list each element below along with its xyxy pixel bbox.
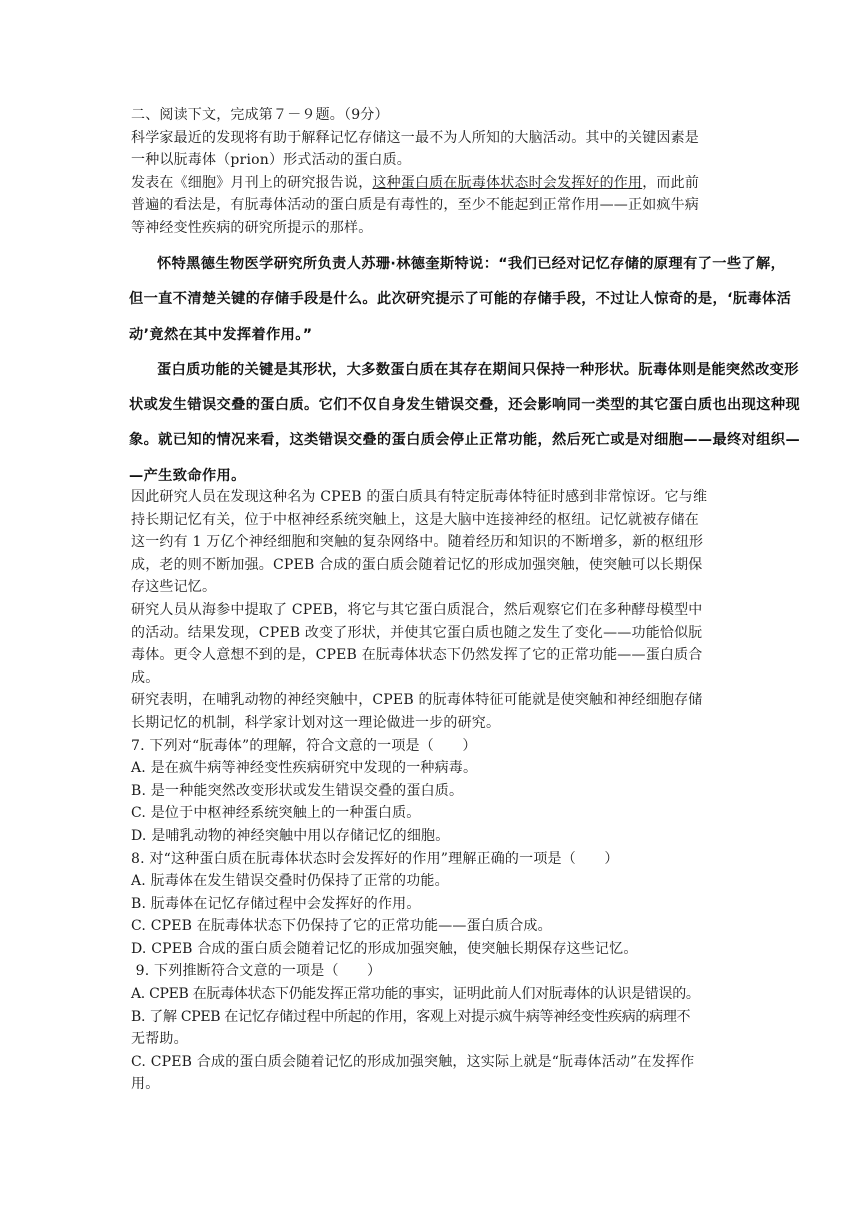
report-line	[131, 172, 743, 195]
body-line: 毒体。更令人意想不到的是，CPEB 在朊毒体状态下仍然发挥了它的正常功能——蛋白质合	[131, 647, 703, 664]
scan-line: 象。就已知的情况来看，这类错误交叠的蛋白质会停止正常功能，然后死亡或是对细胞——最终对组织—	[129, 432, 801, 449]
question-7-stem: 7. 下列对“朊毒体”的理解，符合文意的一项是（ ）	[131, 737, 477, 754]
body-line: 成。	[131, 669, 160, 686]
body-line: 研究人员从海参中提取了 CPEB，将它与其它蛋白质混合，然后观察它们在多种酵母模型中	[131, 601, 703, 618]
report-line: 等神经变性疾病的研究所提示的那样。	[131, 219, 373, 236]
question-9-option-b: B. 了解 CPEB 在记忆存储过程中所起的作用，客观上对提示疯牛病等神经变性疾病的病理不	[131, 1008, 691, 1025]
question-9-option-c: C. CPEB 合成的蛋白质会随着记忆的形成加强突触，这实际上就是“朊毒体活动”在发挥作	[131, 1053, 695, 1070]
scan-line: —产生致命作用。	[129, 467, 246, 484]
scan-line: 蛋白质功能的关键是其形状，大多数蛋白质在其存在期间只保持一种形状。朊毒体则是能突然改变形	[157, 361, 799, 378]
body-line: 研究表明，在哺乳动物的神经突触中，CPEB 的朊毒体特征可能就是使突触和神经细胞存储	[131, 692, 703, 709]
body-line: 的活动。结果发现，CPEB 改变了形状，并使其它蛋白质也随之发生了变化——功能恰似朊	[131, 624, 703, 641]
question-8-option-d: D. CPEB 合成的蛋白质会随着记忆的形成加强突触，使突触长期保存这些记忆。	[131, 940, 638, 957]
question-8-option-c: C. CPEB 在朊毒体状态下仍保持了它的正常功能——蛋白质合成。	[131, 918, 552, 935]
question-9-stem: 9. 下列推断符合文意的一项是（ ）	[131, 963, 382, 980]
scan-line: 但一直不清楚关键的存储手段是什么。此次研究提示了可能的存储手段，不过让人惊奇的是，‘朊毒体活	[129, 291, 792, 308]
scan-line: 动’竟然在其中发挥着作用。”	[129, 326, 313, 343]
report-line: 普遍的看法是，有朊毒体活动的蛋白质是有毒性的，至少不能起到正常作用——正如疯牛病	[131, 197, 699, 214]
question-7-option-b: B. 是一种能突然改变形状或发生错误交叠的蛋白质。	[131, 782, 464, 799]
question-8-option-b: B. 朊毒体在记忆存储过程中会发挥好的作用。	[131, 895, 421, 912]
body-line: 这一约有 1 万亿个神经细胞和突触的复杂网络中。随着经历和知识的不断增多，新的枢纽形	[131, 534, 704, 551]
question-7-option-d: D. 是哺乳动物的神经突触中用以存储记忆的细胞。	[131, 827, 450, 844]
intro-line: 一种以朊毒体（prion）形式活动的蛋白质。	[131, 152, 411, 169]
question-8-option-a: A. 朊毒体在发生错误交叠时仍保持了正常的功能。	[131, 873, 449, 890]
body-line: 存这些记忆。	[131, 579, 217, 596]
body-line: 成，老的则不断加强。CPEB 合成的蛋白质会随着记忆的形成加强突触，使突触可以长期保	[131, 556, 703, 573]
section-header: 二、阅读下文，完成第７－９题。（9分）	[131, 107, 389, 123]
scan-line: 状或发生错误交叠的蛋白质。它们不仅自身发生错误交叠，还会影响同一类型的其它蛋白质也出现这种现	[129, 397, 801, 414]
intro-line: 科学家最近的发现将有助于解释记忆存储这一最不为人所知的大脑活动。其中的关键因素是	[131, 129, 699, 146]
body-line: 因此研究人员在发现这种名为 CPEB 的蛋白质具有特定朊毒体特征时感到非常惊讶。它与维	[131, 489, 708, 505]
question-9-option-b-cont: 无帮助。	[131, 1031, 188, 1048]
question-7-option-a: A. 是在疯牛病等神经变性疾病研究中发现的一种病毒。	[131, 760, 478, 777]
underlined-key-sentence: 这种蛋白质在朊毒体状态时会发挥好的作用	[372, 174, 643, 191]
report-text: ，而此前	[642, 174, 700, 191]
report-text: 发表在《细胞》月刊上的研究报告说，	[131, 174, 373, 191]
question-8-stem: 8. 对“这种蛋白质在朊毒体状态时会发挥好的作用”理解正确的一项是（ ）	[131, 850, 619, 867]
body-line: 持长期记忆有关，位于中枢神经系统突触上，这是大脑中连接神经的枢纽。记忆就被存储在	[131, 511, 699, 528]
passage-body	[131, 486, 743, 1096]
body-line: 长期记忆的机制，科学家计划对这一理论做进一步的研究。	[131, 714, 501, 731]
question-9-option-a: A. CPEB 在朊毒体状态下仍能发挥正常功能的事实，证明此前人们对朊毒体的认识是错误的。	[131, 986, 700, 1003]
scan-line: 怀特黑德生物医学研究所负责人苏珊·林德奎斯特说：“我们已经对记忆存储的原理有了一些了解，	[157, 256, 786, 272]
scanned-passage	[129, 247, 817, 494]
question-7-option-c: C. 是位于中枢神经系统突触上的一种蛋白质。	[131, 805, 421, 822]
question-9-option-c-cont: 用。	[131, 1076, 160, 1093]
passage-top	[131, 104, 743, 240]
